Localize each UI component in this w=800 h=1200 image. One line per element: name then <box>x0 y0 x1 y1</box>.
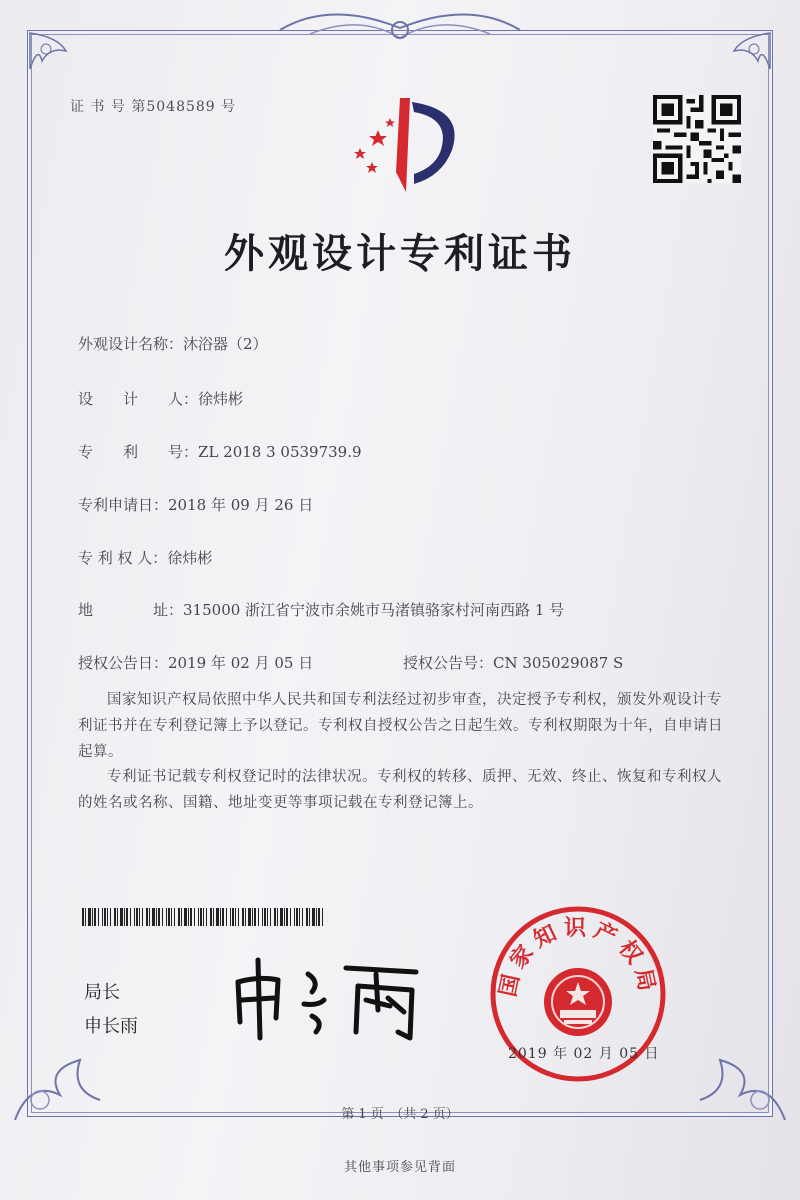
address-row <box>78 599 564 620</box>
certificate-title: 外观设计专利证书 <box>224 231 576 277</box>
design-name-row <box>78 333 268 354</box>
filing-date-row <box>78 494 313 515</box>
design-name-label: 外观设计名称： <box>78 335 184 353</box>
grant-number-row <box>403 652 623 673</box>
patent-number-label: 专 利 号： <box>78 443 199 461</box>
filing-date-value: 2018 年 09 月 26 日 <box>168 496 314 514</box>
grant-number-label: 授权公告号： <box>403 654 494 672</box>
address-value: 315000 浙江省宁波市余姚市马渚镇骆家村河南西路 1 号 <box>183 601 565 619</box>
signature-icon <box>220 952 430 1042</box>
cnipa-logo-icon <box>340 92 470 192</box>
legal-status-paragraph: 专利证书记载专利权登记时的法律状况。专利权的转移、质押、无效、终止、恢复和专利权人的姓名或名称、国籍、地址变更等事项记载在专利登记簿上。 <box>78 769 722 811</box>
qr-code-icon <box>653 95 741 183</box>
designer-row <box>78 388 243 409</box>
issue-date: 2019 年 02 月 05 日 <box>508 1046 660 1062</box>
patentee-label: 专 利 权 人： <box>78 549 168 567</box>
barcode-icon <box>82 908 326 926</box>
certificate-number: 证 书 号 第5048589 号 <box>70 99 237 115</box>
grant-date-label: 授权公告日： <box>78 654 169 672</box>
back-note: 其他事项参见背面 <box>343 1160 456 1175</box>
patentee-value: 徐炜彬 <box>167 549 213 567</box>
director-title: 局长 <box>84 982 120 1003</box>
address-label: 地 址： <box>78 601 184 619</box>
design-name-value: 沐浴器（2） <box>183 335 268 353</box>
designer-value: 徐炜彬 <box>198 390 244 408</box>
grant-number-value: CN 305029087 S <box>493 654 624 672</box>
patent-number-value: ZL 2018 3 0539739.9 <box>198 443 362 461</box>
grant-date-value: 2019 年 02 月 05 日 <box>168 654 314 672</box>
grant-date-row <box>78 652 313 673</box>
svg-text:国家知识产权局: 国家知识产权局 <box>495 916 661 1000</box>
page-indicator: 第 1 页 （共 2 页） <box>341 1107 459 1122</box>
filing-date-label: 专利申请日： <box>78 496 169 514</box>
designer-label: 设 计 人： <box>78 390 199 408</box>
top-ornament-icon <box>270 0 530 50</box>
director-name: 申长雨 <box>84 1016 138 1037</box>
grant-statement-paragraph: 国家知识产权局依照中华人民共和国专利法经过初步审查，决定授予专利权，颁发外观设计专利证书并在专利登记簿上予以登记。专利权自授权公告之日起生效。专利权期限为十年，自申请日起算。 <box>78 692 723 760</box>
patent-number-row <box>78 441 362 462</box>
patentee-row <box>78 547 212 568</box>
